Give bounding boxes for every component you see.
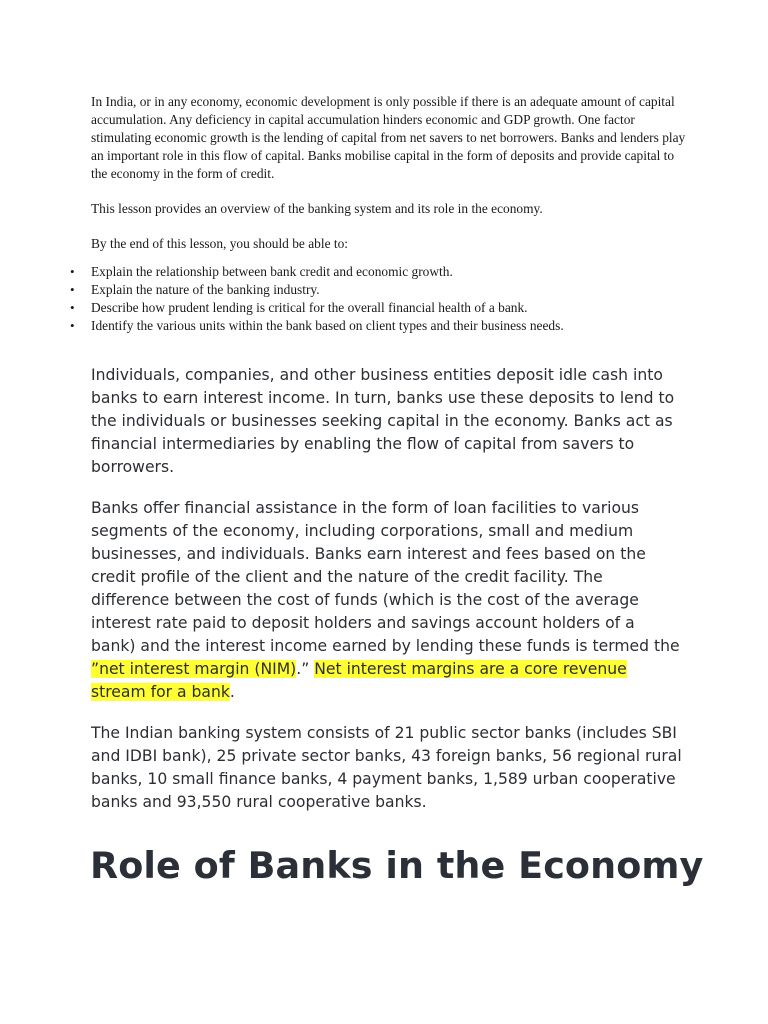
list-item <box>70 317 691 335</box>
intro-paragraph: In India, or in any economy, economic development is only possible if there is an adequate amount of capital accumulation. Any deficiency in capital accumulation hinders economic and GDP growth. One factor stimulating economic growth is the lending of capital from net savers to net borrowers. Banks and lenders play an important role in this flow of capital. Banks mobilise capital in the form of deposits and provide capital to the economy in the form of credit. <box>91 94 686 181</box>
body-paragraph-nim <box>91 497 683 704</box>
body-paragraph-bank-counts: The Indian banking system consists of 21 public sector banks (includes SBI and IDBI bank), 25 private sector banks, 43 foreign banks, 56 regional rural banks, 10 small finance banks, 4 payment banks, 1,589 urban cooperative banks and 93,550 rural cooperative banks. <box>91 724 682 811</box>
lesson-intro <box>70 93 691 335</box>
bullet-icon: • <box>70 318 75 333</box>
intro-objectives-lead: By the end of this lesson, you should be able to: <box>91 236 348 251</box>
objective-text: Explain the relationship between bank credit and economic growth. <box>91 264 453 279</box>
body-paragraph-deposits: Individuals, companies, and other business entities deposit idle cash into banks to earn interest income. In turn, banks use these deposits to lend to the individuals or businesses seeking capital in the economy. Banks act as financial intermediaries by enabling the flow of capital from savers to borrowers. <box>91 366 675 476</box>
list-item <box>70 281 691 299</box>
article-body <box>91 364 683 814</box>
nim-revenue-highlight: Net interest margins are a core revenue stream for a bank <box>91 660 627 701</box>
section-heading: Role of Banks in the Economy <box>90 844 704 887</box>
bullet-icon: • <box>70 300 75 315</box>
bullet-icon: • <box>70 264 75 279</box>
bullet-icon: • <box>70 282 75 297</box>
nim-term-highlight: ”net interest margin (NIM) <box>91 660 297 678</box>
objective-text: Explain the nature of the banking industry. <box>91 282 320 297</box>
intro-overview: This lesson provides an overview of the banking system and its role in the economy. <box>91 201 543 216</box>
objective-text: Identify the various units within the bank based on client types and their business needs. <box>91 318 564 333</box>
objective-text: Describe how prudent lending is critical for the overall financial health of a bank. <box>91 300 528 315</box>
list-item <box>70 263 691 281</box>
list-item <box>70 299 691 317</box>
nim-text-middle: .” <box>296 660 315 678</box>
nim-text-end: . <box>229 683 235 701</box>
nim-text-before: Banks offer financial assistance in the form of loan facilities to various segments of the economy, including corporations, small and medium businesses, and individuals. Banks earn interest and fees based on the credit profile of the client and the nature of the credit facility. The difference between the cost of funds (which is the cost of the average interest rate paid to deposit holders and savings account holders of a bank) and the interest income earned by lending these funds is termed the <box>91 499 680 655</box>
objectives-list <box>70 263 691 335</box>
document-page <box>70 93 704 912</box>
